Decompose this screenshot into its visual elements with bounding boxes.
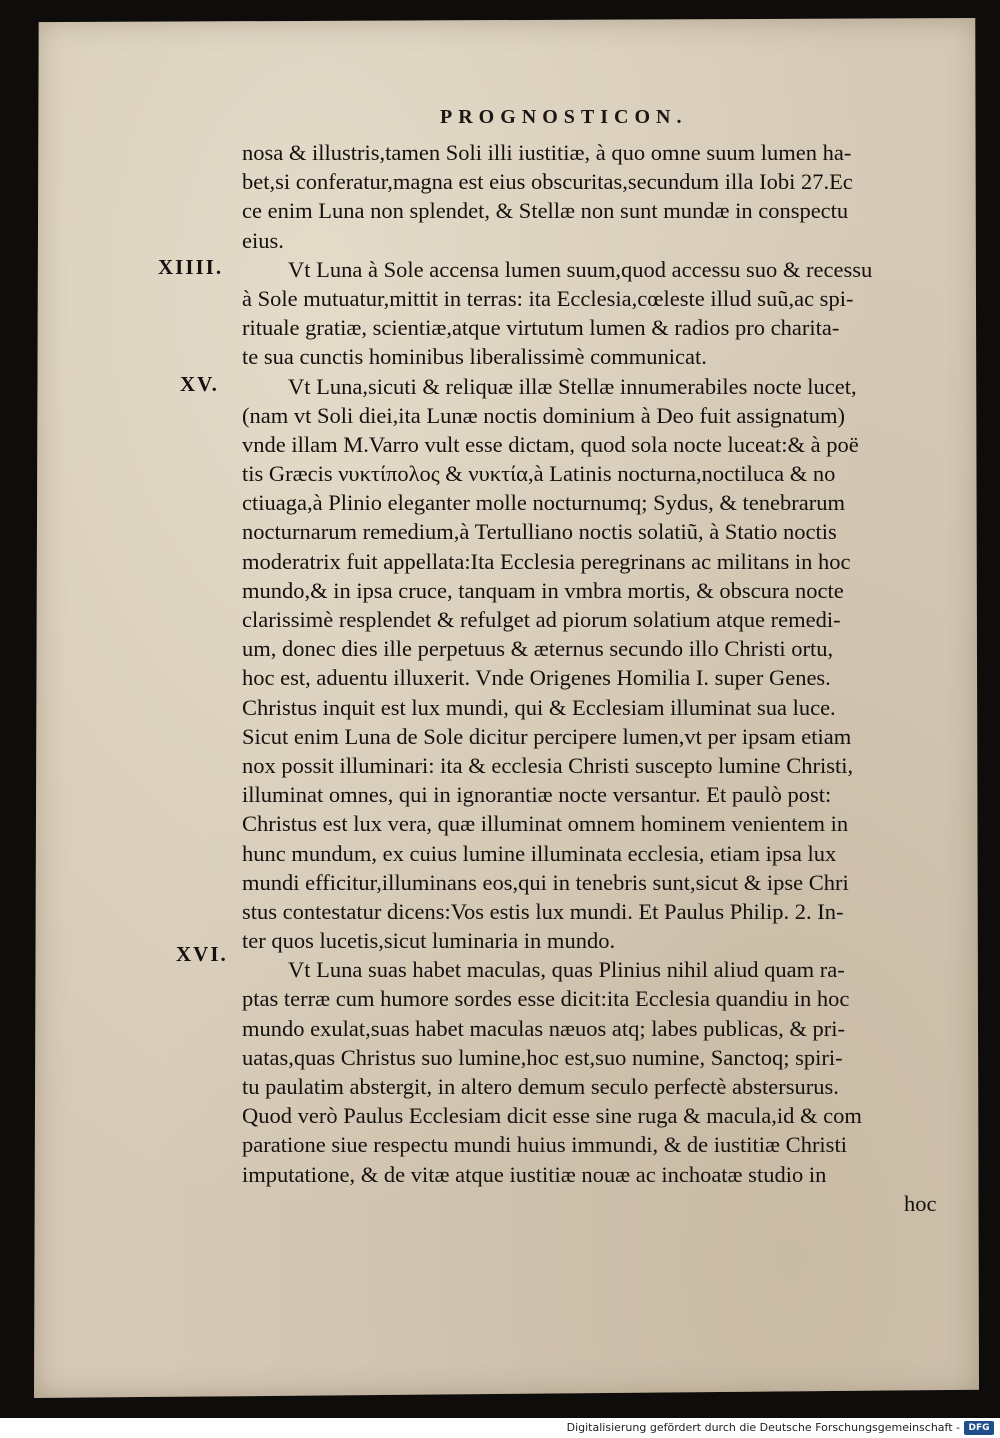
text-line: uatas,quas Christus suo lumine,hoc est,suo numine, Sanctoq; spiri- (242, 1044, 843, 1070)
text-line: imputatione, & de vitæ atque iustitiæ nouæ ac inchoatæ studio in (242, 1161, 827, 1187)
section-marker-14: XIIII. (158, 255, 224, 279)
text-line: Vt Luna à Sole accensa lumen suum,quod accessu suo & recessu (288, 256, 873, 282)
text-line: bet,si conferatur,magna est eius obscuritas,secundum illa Iobi 27.Ec (242, 169, 853, 195)
running-head: PROGNOSTICON. (440, 106, 688, 128)
text-line: paratione siue respectu mundi huius immundi, & de iustitiæ Christi (242, 1132, 847, 1158)
text-line: Christus inquit est lux mundi, qui & Ecclesiam illuminat sua luce. (242, 694, 836, 720)
text-line: hoc est, aduentu illuxerit. Vnde Origenes Homilia I. super Genes. (242, 665, 831, 691)
text-line: eius. (242, 227, 284, 253)
text-line: ctiuaga,à Plinio eleganter molle nocturnumq; Sydus, & tenebrarum (242, 490, 845, 516)
text-line: moderatrix fuit appellata:Ita Ecclesia peregrinans ac militans in hoc (242, 548, 851, 574)
text-line: mundi efficitur,illuminans eos,qui in tenebris sunt,sicut & ipse Chri (242, 869, 849, 895)
footer-bar (0, 1418, 1000, 1438)
text-line: Vt Luna,sicuti & reliquæ illæ Stellæ innumerabiles nocte lucet, (288, 373, 857, 399)
text-line: mundo,& in ipsa cruce, tanquam in vmbra mortis, & obscura nocte (242, 577, 844, 603)
section-marker-16: XVI. (176, 942, 228, 966)
text-line: ter quos lucetis,sicut luminaria in mundo. (242, 928, 616, 954)
section-marker-15: XV. (180, 372, 219, 396)
text-line: nox possit illuminari: ita & ecclesia Christi suscepto lumine Christi, (242, 752, 854, 778)
body-text (242, 138, 962, 1218)
funding-notice: Digitalisierung gefördert durch die Deutsche Forschungsgemeinschaft - (566, 1421, 960, 1434)
text-line: nosa & illustris,tamen Soli illi iustitiæ, à quo omne suum lumen ha- (242, 140, 852, 165)
text-line: mundo exulat,suas habet maculas næuos atq; labes publicas, & pri- (242, 1015, 845, 1041)
text-line: clarissimè resplendet & refulget ad piorum solatium atque remedi- (242, 607, 841, 632)
text-line: te sua cunctis hominibus liberalissimè communicat. (242, 344, 707, 370)
text-line: (nam vt Soli diei,ita Lunæ noctis dominium à Deo fuit assignatum) (242, 402, 846, 428)
text-line: rituale gratiæ, scientiæ,atque virtutum lumen & radios pro charita- (242, 315, 840, 341)
dfg-logo: DFG (964, 1421, 994, 1435)
text-line: Christus est lux vera, quæ illuminat omnem hominem venientem in (242, 811, 849, 837)
text-line: à Sole mutuatur,mittit in terras: ita Ecclesia,cœleste illud suũ,ac spi- (242, 285, 854, 311)
text-line: Vt Luna suas habet maculas, quas Plinius nihil aliud quam ra- (288, 957, 845, 983)
text-line: hunc mundum, ex cuius lumine illuminata ecclesia, etiam ipsa lux (242, 840, 837, 866)
text-line: ptas terræ cum humore sordes esse dicit:ita Ecclesia quandiu in hoc (242, 986, 850, 1012)
text-line: Sicut enim Luna de Sole dicitur percipere lumen,vt per ipsam etiam (242, 723, 852, 749)
text-line: tu paulatim abstergit, in altero demum seculo perfectè abstersurus. (242, 1074, 839, 1099)
catchword: hoc (904, 1190, 937, 1216)
text-line: illuminat omnes, qui in ignorantiæ nocte versantur. Et paulò post: (242, 782, 832, 808)
text-line: Quod verò Paulus Ecclesiam dicit esse sine ruga & macula,id & com (242, 1103, 862, 1129)
text-line: stus contestatur dicens:Vos estis lux mundi. Et Paulus Philip. 2. In- (242, 898, 844, 924)
text-line: vnde illam M.Varro vult esse dictam, quod sola nocte luceat:& à poë (242, 431, 859, 457)
text-line: um, donec dies ille perpetuus & æternus secundo illo Christi ortu, (242, 636, 834, 662)
text-line: tis Græcis νυκτίπολος & νυκτία,à Latinis nocturna,noctiluca & no (242, 461, 836, 487)
text-line: nocturnarum remedium,à Tertulliano noctis solatiũ, à Statio noctis (242, 519, 837, 545)
text-line: ce enim Luna non splendet, & Stellæ non sunt mundæ in conspectu (242, 198, 849, 224)
